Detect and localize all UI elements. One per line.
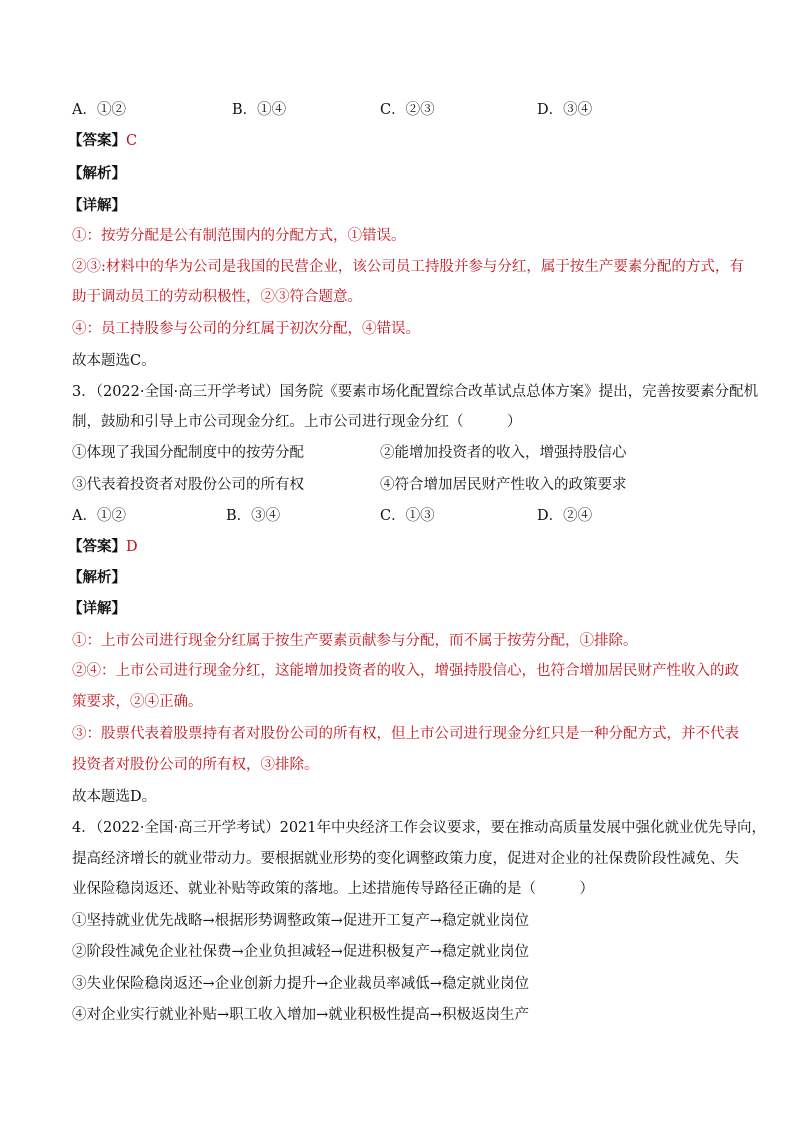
q3-statements-row-2 (72, 475, 732, 495)
q3-conclusion: 故本题选D。 (72, 789, 157, 805)
q2-analysis-label: 【解析】 (68, 165, 126, 182)
q2-option-c: C．②③ (380, 102, 435, 118)
q3-option-b: B．③④ (226, 508, 281, 524)
q4-stem-line-3: 业保险稳岗返还、就业补贴等政策的落地。上述措施传导路径正确的是（ ） (72, 881, 594, 897)
q3-stem-line-2: 制，鼓励和引导上市公司现金分红。上市公司进行现金分红（ ） (72, 414, 522, 430)
q3-analysis-label: 【解析】 (68, 569, 126, 586)
q3-answer (68, 537, 138, 557)
q2-answer (68, 131, 137, 151)
q3-explanation-2-cont: 策要求，②④正确。 (72, 694, 203, 710)
q4-path-2: ②阶段性减免企业社保费→企业负担减轻→促进积极复产→稳定就业岗位 (72, 944, 529, 960)
q3-option-c: C．①③ (380, 508, 435, 524)
q3-statement-3: ③代表着投资者对股份公司的所有权 (72, 477, 304, 493)
q2-explanation-2-cont: 助于调动员工的劳动积极性，②③符合题意。 (72, 289, 362, 305)
q3-statement-2: ②能增加投资者的收入，增强持股信心 (380, 445, 627, 461)
q3-explanation-3: ③：股票代表着股票持有者对股份公司的所有权，但上市公司进行现金分红只是一种分配方式，并不代表 (72, 726, 739, 742)
q2-detail-label: 【详解】 (68, 197, 126, 214)
q3-option-d: D．②④ (537, 508, 593, 524)
q3-explanation-2: ②④：上市公司进行现金分红，这能增加投资者的收入，增强持股信心，也符合增加居民财产性收入的政 (72, 663, 739, 679)
q4-path-4: ④对企业实行就业补贴→职工收入增加→就业积极性提高→积极返岗生产 (72, 1007, 529, 1023)
q2-explanation-1: ①：按劳分配是公有制范围内的分配方式，①错误。 (72, 228, 406, 244)
q3-answer-label: 【答案】 (68, 538, 126, 555)
q3-statement-1: ①体现了我国分配制度中的按劳分配 (72, 445, 304, 461)
q3-options (72, 506, 732, 526)
q2-answer-value: C (126, 133, 138, 149)
q3-explanation-3-cont: 投资者对股份公司的所有权，③排除。 (72, 757, 319, 773)
q3-statement-4: ④符合增加居民财产性收入的政策要求 (380, 477, 627, 493)
q2-explanation-2: ②③:材料中的华为公司是我国的民营企业，该公司员工持股并参与分红，属于按生产要素分配的方式，有 (72, 259, 744, 275)
q4-stem-line-1: 4．（2022·全国·高三开学考试）2021年中央经济工作会议要求，要在推动高质量发展中强化就业优先导向， (72, 820, 766, 836)
q4-path-3: ③失业保险稳岗返还→企业创新力提升→企业裁员率减低→稳定就业岗位 (72, 976, 529, 992)
q2-answer-label: 【答案】 (68, 132, 126, 149)
q2-options (72, 100, 732, 120)
q3-detail-label: 【详解】 (68, 600, 126, 617)
q2-option-d: D．③④ (537, 102, 593, 118)
q2-option-b: B．①④ (232, 102, 287, 118)
q3-explanation-1: ①：上市公司进行现金分红属于按生产要素贡献参与分配，而不属于按劳分配，①排除。 (72, 633, 638, 649)
q2-explanation-3: ④：员工持股参与公司的分红属于初次分配，④错误。 (72, 321, 420, 337)
q2-conclusion: 故本题选C。 (72, 353, 156, 369)
q2-option-a: A．①② (72, 102, 126, 118)
q4-stem-line-2: 提高经济增长的就业带动力。要根据就业形势的变化调整政策力度，促进对企业的社保费阶段性减免、失 (72, 851, 739, 867)
q3-option-a: A．①② (72, 508, 126, 524)
q3-stem-line-1: 3．（2022·全国·高三开学考试）国务院《要素市场化配置综合改革试点总体方案》提出，完善按要素分配机 (72, 384, 759, 400)
q3-statements-row-1 (72, 443, 732, 463)
q4-path-1: ①坚持就业优先战略→根据形势调整政策→促进开工复产→稳定就业岗位 (72, 913, 529, 929)
q3-answer-value: D (126, 539, 138, 555)
